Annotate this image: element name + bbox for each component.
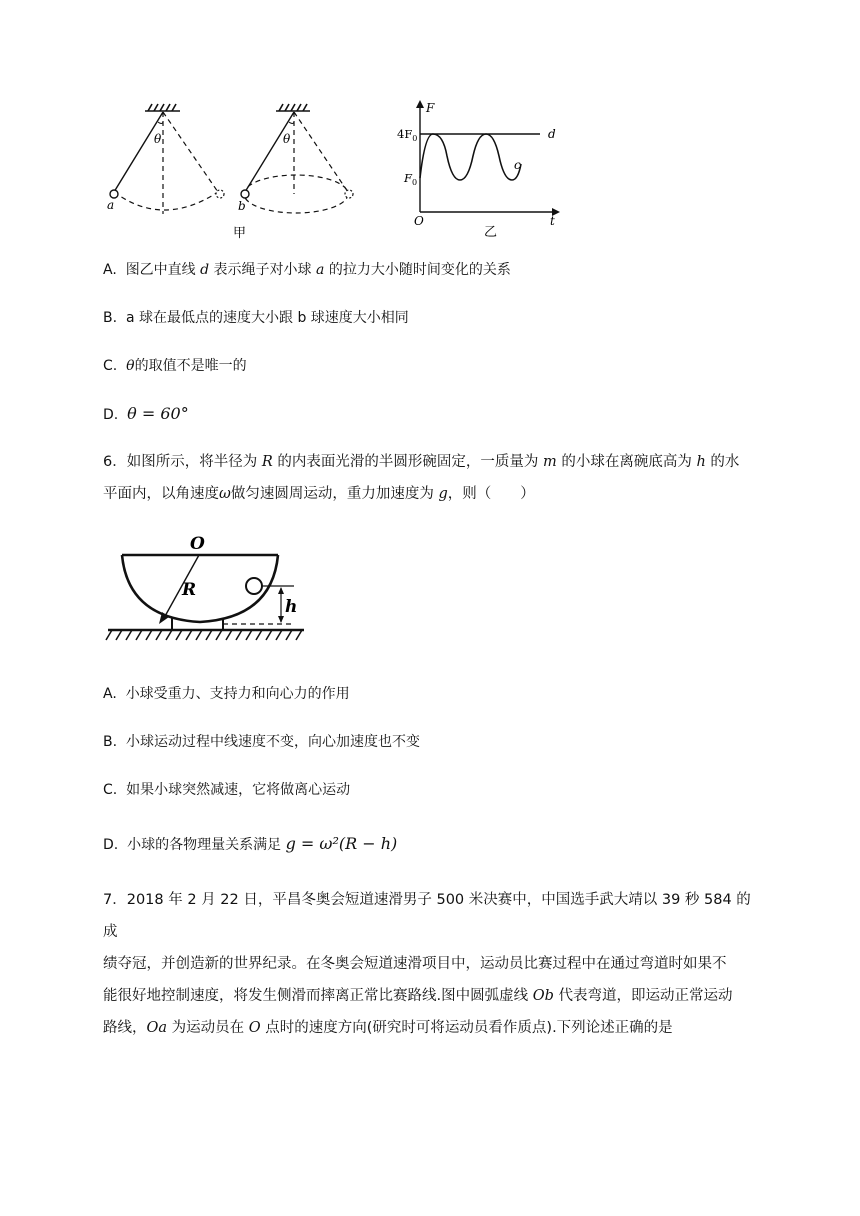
graph-label-c: c [514, 158, 521, 172]
bowl-label-R: R [182, 580, 197, 600]
simple-pendulum-a [110, 112, 224, 214]
q6-option-d: D. 小球的各物理量关系满足 g = ω²(R − h) [103, 834, 398, 853]
q6-option-b: B. 小球运动过程中线速度不变，向心加速度也不变 [103, 734, 420, 750]
q6-stem: 6．如图所示，将半径为 R 的内表面光滑的半圆形碗固定，一质量为 m 的小球在离碗底高为 h 的水 平面内，以角速度ω做匀速圆周运动，重力加速度为 g，则（ ） [103, 454, 740, 502]
graph-axis-F: F [426, 101, 435, 115]
q6-option-c: C. 如果小球突然减速，它将做离心运动 [103, 782, 351, 798]
graph-label-F0: $F_0$ [404, 171, 418, 187]
graph-label-4F0: $4F_0$ [397, 127, 418, 143]
graph-label-d: d [548, 127, 556, 141]
bowl-label-h: h [285, 597, 298, 617]
ceiling-hatch-left [145, 104, 180, 111]
pendulum-figure [100, 98, 570, 240]
graph-axis-t: t [550, 214, 555, 228]
q5-option-a: A. 图乙中直线 d 表示绳子对小球 a 的拉力大小随时间变化的关系 [103, 262, 511, 278]
ball [246, 578, 262, 594]
label-a: a [107, 198, 115, 212]
bowl-figure [104, 528, 314, 652]
bowl-label-O: O [190, 534, 205, 554]
force-time-graph [416, 100, 560, 216]
ground-hatch [106, 630, 302, 640]
q5-option-d: D. θ = 60° [103, 404, 189, 423]
label-b: b [238, 199, 246, 213]
q7-stem: 7．2018 年 2 月 22 日，平昌冬奥会短道速滑男子 500 米决赛中，中国选手武大靖以 39 秒 584 的成 绩夺冠，并创造新的世界纪录。在冬奥会短道速滑项目中，运动员比赛过程中在通过弯道时如果不 能很好地控制速度，将发生侧滑而摔离正常比赛路线.图中圆弧虚线 Ob 代表弯道，即运动正常运动 路线，Oa 为运动员在 O 点时的速度方向(研究时可将运动员看作质点).下列论述正确的是 [103, 892, 751, 1036]
conical-pendulum-b [241, 112, 353, 213]
theta-label-right: θ [283, 132, 291, 146]
graph-origin-O: O [414, 214, 424, 228]
caption-yi: 乙 [484, 225, 498, 240]
theta-label-left: θ [154, 132, 162, 146]
ceiling-hatch-right [276, 104, 310, 111]
caption-jia: 甲 [233, 226, 247, 240]
q5-option-b: B. a 球在最低点的速度大小跟 b 球速度大小相同 [103, 310, 409, 326]
q5-option-c: C. θ的取值不是唯一的 [103, 358, 247, 374]
q6-option-a: A. 小球受重力、支持力和向心力的作用 [103, 686, 350, 702]
